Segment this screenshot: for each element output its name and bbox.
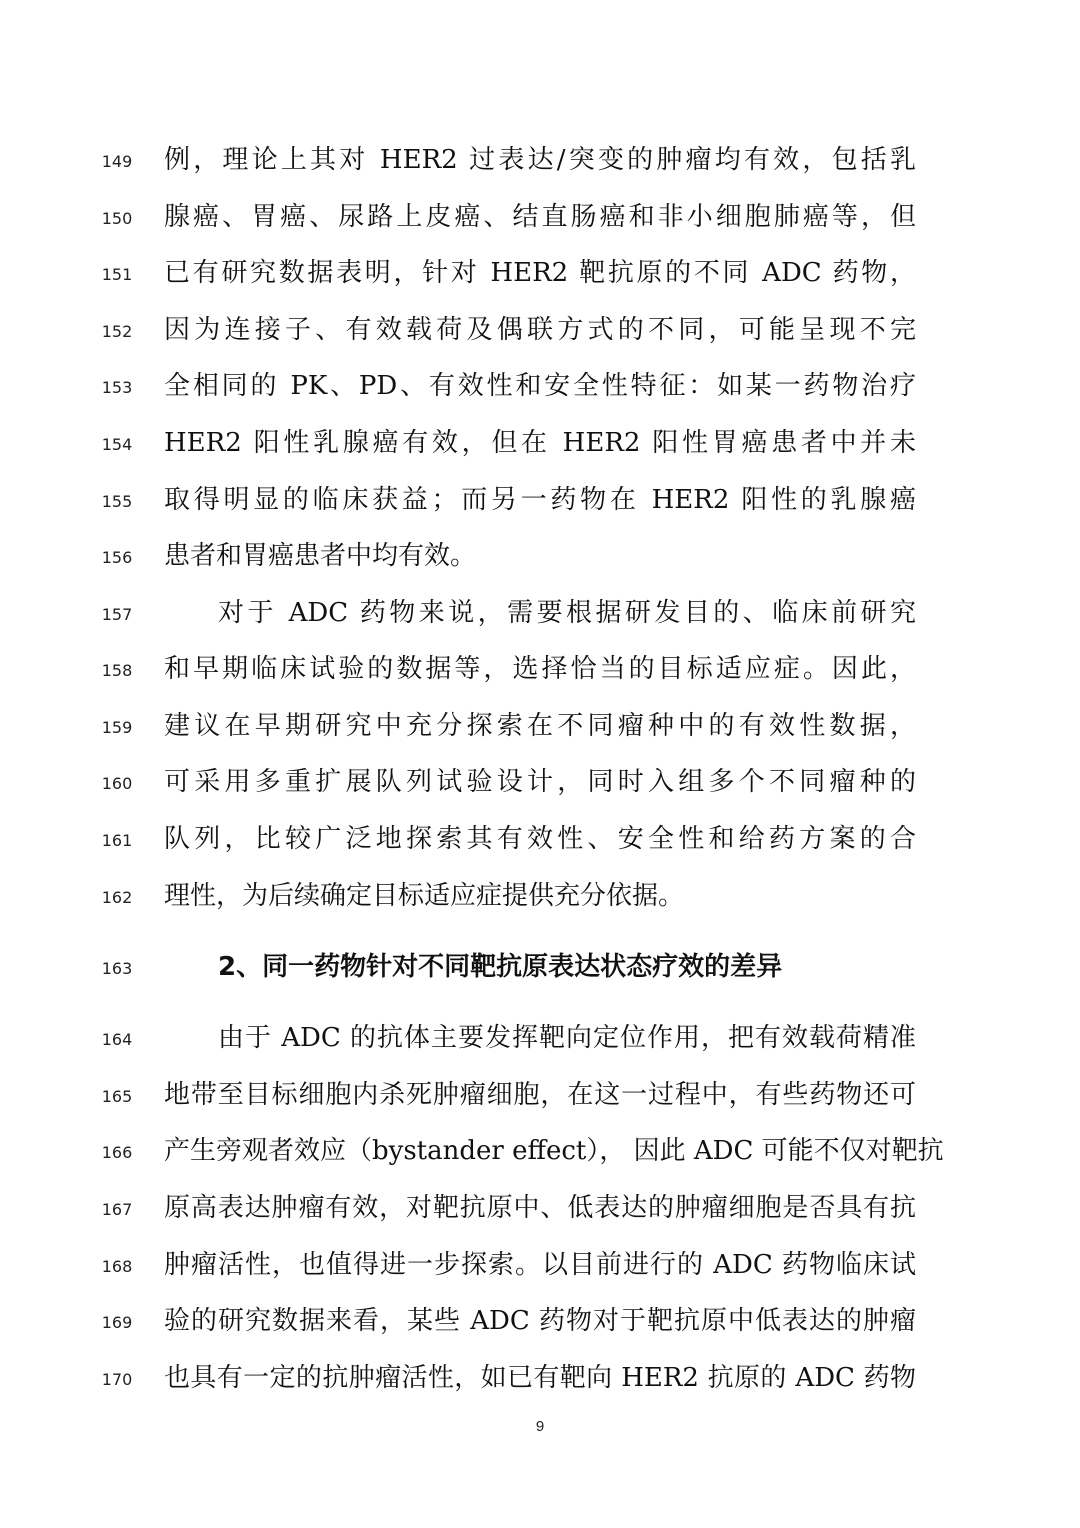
line-text: 原高表达肿瘤有效，对靶抗原中、低表达的肿瘤细胞是否具有抗: [164, 1193, 916, 1223]
line-text: 也具有一定的抗肿瘤活性，如已有靶向 HER2 抗原的 ADC 药物: [164, 1363, 916, 1393]
text-line: [0, 310, 1080, 350]
text-line: [0, 593, 1080, 633]
text-line: [0, 536, 1080, 576]
line-number: 168: [101, 1257, 133, 1276]
line-number: 153: [101, 378, 133, 397]
text-line: [0, 1245, 1080, 1285]
text-line: [0, 1301, 1080, 1341]
section-heading-line: [0, 947, 1080, 987]
line-number: 167: [101, 1200, 133, 1219]
section-heading: 2、同一药物针对不同靶抗原表达状态疗效的差异: [218, 952, 783, 982]
line-number: 162: [101, 888, 133, 907]
text-line: [0, 1131, 1080, 1171]
text-line: [0, 140, 1080, 180]
line-number: 159: [101, 718, 133, 737]
line-number: 149: [101, 152, 133, 171]
text-line: [0, 649, 1080, 689]
text-line: [0, 706, 1080, 746]
text-line: [0, 197, 1080, 237]
line-number: 170: [101, 1370, 133, 1389]
line-number: 155: [101, 492, 133, 511]
line-text: 腺癌、胃癌、尿路上皮癌、结直肠癌和非小细胞肺癌等，但: [164, 202, 916, 232]
line-text: 理性，为后续确定目标适应症提供充分依据。: [164, 881, 685, 911]
text-line: [0, 253, 1080, 293]
line-text: 和早期临床试验的数据等，选择恰当的目标适应症。因此，: [164, 654, 916, 684]
line-number: 150: [101, 209, 133, 228]
line-text: 可采用多重扩展队列试验设计，同时入组多个不同瘤种的: [164, 767, 916, 797]
line-text: 验的研究数据来看，某些 ADC 药物对于靶抗原中低表达的肿瘤: [164, 1306, 916, 1336]
line-text: HER2 阳性乳腺癌有效，但在 HER2 阳性胃癌患者中并未: [164, 428, 916, 458]
text-line: [0, 1188, 1080, 1228]
line-text: 建议在早期研究中充分探索在不同瘤种中的有效性数据，: [164, 711, 916, 741]
line-text: 例，理论上其对 HER2 过表达/突变的肿瘤均有效，包括乳: [164, 145, 916, 175]
line-number: 163: [101, 959, 133, 978]
text-line: [0, 762, 1080, 802]
text-line: [0, 1018, 1080, 1058]
line-text: 队列，比较广泛地探索其有效性、安全性和给药方案的合: [164, 824, 916, 854]
line-number: 151: [101, 265, 133, 284]
text-line: [0, 423, 1080, 463]
text-line: [0, 1358, 1080, 1398]
line-number: 152: [101, 322, 133, 341]
line-number: 166: [101, 1143, 133, 1162]
text-line: [0, 876, 1080, 916]
line-number: 164: [101, 1030, 133, 1049]
line-number: 154: [101, 435, 133, 454]
line-number: 157: [101, 605, 133, 624]
line-number: 169: [101, 1313, 133, 1332]
text-line: [0, 366, 1080, 406]
text-line: [0, 1075, 1080, 1115]
line-text: 全相同的 PK、PD、有效性和安全性特征：如某一药物治疗: [164, 371, 916, 401]
line-text: 地带至目标细胞内杀死肿瘤细胞，在这一过程中，有些药物还可: [164, 1080, 916, 1110]
line-text: 已有研究数据表明，针对 HER2 靶抗原的不同 ADC 药物，: [164, 258, 916, 288]
line-number: 161: [101, 831, 133, 850]
line-text: 取得明显的临床获益；而另一药物在 HER2 阳性的乳腺癌: [164, 485, 916, 515]
line-number: 156: [101, 548, 133, 567]
line-text: 由于 ADC 的抗体主要发挥靶向定位作用，把有效载荷精准: [218, 1023, 916, 1053]
line-text: 肿瘤活性，也值得进一步探索。以目前进行的 ADC 药物临床试: [164, 1250, 916, 1280]
line-number: 165: [101, 1087, 133, 1106]
line-number: 160: [101, 774, 133, 793]
text-line: [0, 480, 1080, 520]
line-text: 对于 ADC 药物来说，需要根据研发目的、临床前研究: [218, 598, 916, 628]
page-number: 9: [535, 1418, 545, 1435]
text-line: [0, 819, 1080, 859]
line-text: 因为连接子、有效载荷及偶联方式的不同，可能呈现不完: [164, 315, 916, 345]
line-text: 产生旁观者效应（bystander effect）， 因此 ADC 可能不仅对靶抗: [164, 1136, 944, 1166]
line-text: 患者和胃癌患者中均有效。: [164, 541, 477, 571]
line-number: 158: [101, 661, 133, 680]
